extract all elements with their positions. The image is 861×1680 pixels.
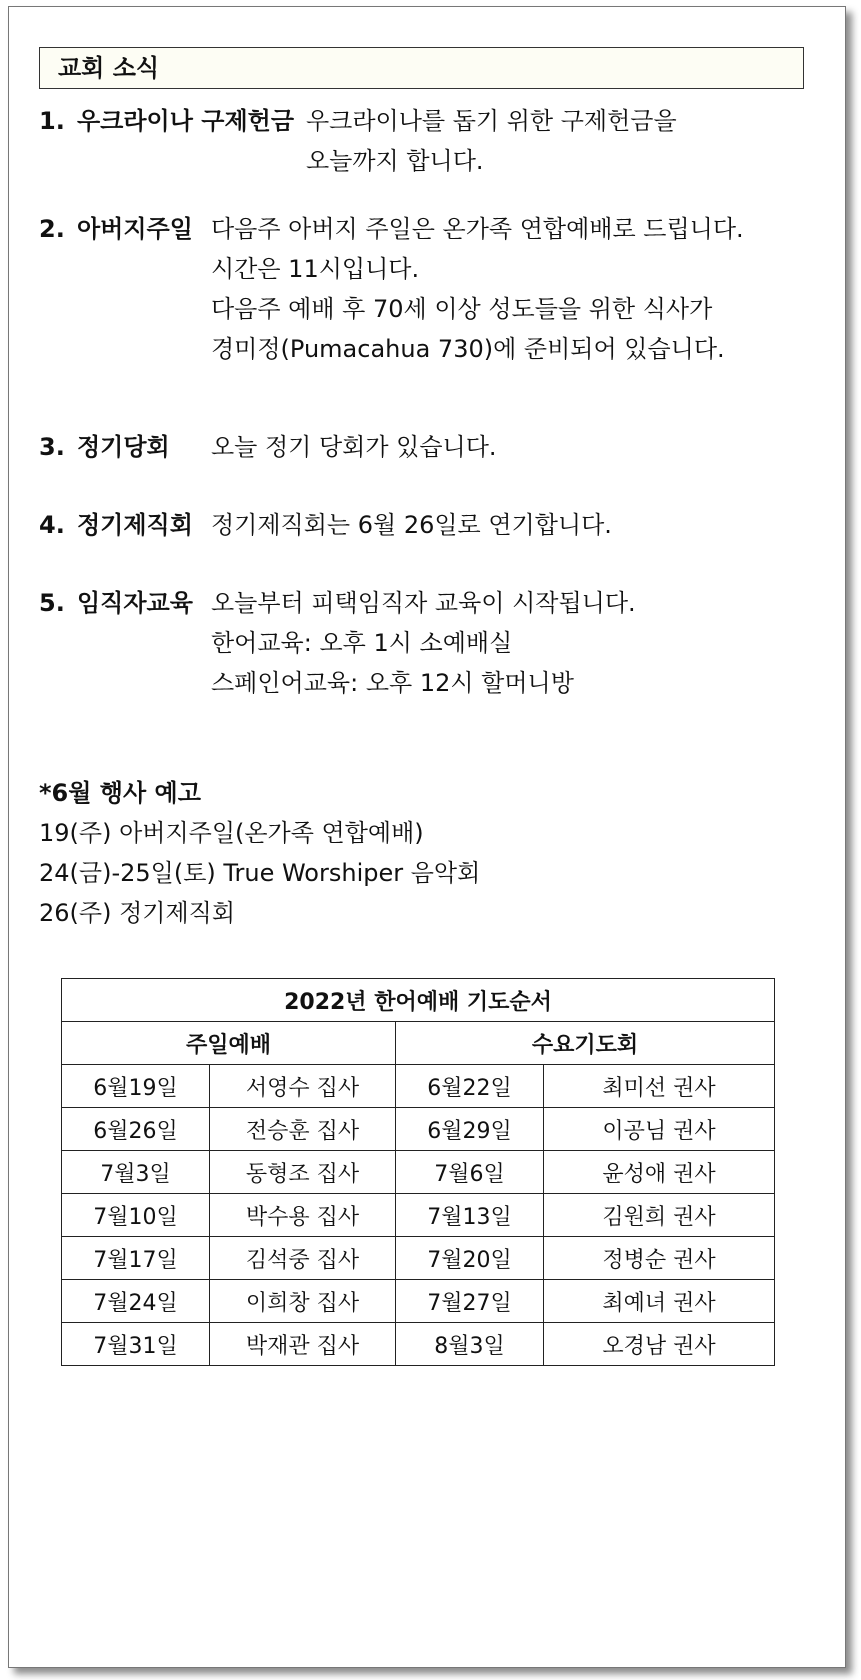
- bulletin-page: [8, 6, 846, 1668]
- prayer-schedule-table: [61, 978, 775, 1366]
- item-body: [211, 583, 636, 703]
- item-line: 경미정(Pumacahua 730)에 준비되어 있습니다.: [211, 335, 725, 363]
- item-line: 다음주 아버지 주일은 온가족 연합예배로 드립니다.: [211, 215, 744, 243]
- sunday-leader: 김석중 집사: [210, 1237, 396, 1280]
- table-row: [62, 1108, 775, 1151]
- sunday-date: 6월26일: [62, 1108, 210, 1151]
- item-number: 2.: [39, 215, 65, 243]
- table-row: [62, 1280, 775, 1323]
- sunday-date: 6월19일: [62, 1065, 210, 1108]
- item-line: 오늘 정기 당회가 있습니다.: [211, 433, 497, 461]
- item-line: 오늘까지 합니다.: [306, 147, 484, 175]
- table-row: [62, 1237, 775, 1280]
- wednesday-leader: 김원희 권사: [544, 1194, 775, 1237]
- item-label: 정기당회: [77, 433, 170, 461]
- column-header-wednesday: 수요기도회: [396, 1022, 775, 1065]
- wednesday-date: 8월3일: [396, 1323, 544, 1366]
- sunday-date: 7월24일: [62, 1280, 210, 1323]
- item-line: 오늘부터 피택임직자 교육이 시작됩니다.: [211, 589, 636, 617]
- wednesday-leader: 최미선 권사: [544, 1065, 775, 1108]
- item-line: 한어교육: 오후 1시 소예배실: [211, 629, 513, 657]
- event-line: 19(주) 아버지주일(온가족 연합예배): [39, 819, 424, 847]
- item-number: 5.: [39, 589, 65, 617]
- item-line: 정기제직회는 6월 26일로 연기합니다.: [211, 511, 612, 539]
- item-line: 우크라이나를 돕기 위한 구제헌금을: [306, 107, 677, 135]
- sunday-leader: 박재관 집사: [210, 1323, 396, 1366]
- sunday-date: 7월10일: [62, 1194, 210, 1237]
- wednesday-leader: 이공님 권사: [544, 1108, 775, 1151]
- item-label: 정기제직회: [77, 511, 193, 539]
- sunday-date: 7월17일: [62, 1237, 210, 1280]
- sunday-leader: 이희창 집사: [210, 1280, 396, 1323]
- event-line: 24(금)-25일(토) True Worshiper 음악회: [39, 859, 481, 887]
- table-title: 2022년 한어예배 기도순서: [62, 979, 775, 1022]
- wednesday-date: 6월29일: [396, 1108, 544, 1151]
- sunday-leader: 박수용 집사: [210, 1194, 396, 1237]
- column-header-sunday: 주일예배: [62, 1022, 396, 1065]
- section-header: 교회 소식: [39, 47, 804, 89]
- table-row: [62, 1194, 775, 1237]
- table-header-row: [62, 1022, 775, 1065]
- table-row: [62, 1151, 775, 1194]
- june-events: [39, 773, 480, 933]
- item-body: [306, 101, 677, 181]
- wednesday-date: 6월22일: [396, 1065, 544, 1108]
- sunday-date: 7월3일: [62, 1151, 210, 1194]
- table-row: [62, 1065, 775, 1108]
- sunday-date: 7월31일: [62, 1323, 210, 1366]
- item-number: 1.: [39, 107, 65, 135]
- item-body: [211, 505, 612, 545]
- wednesday-leader: 윤성애 권사: [544, 1151, 775, 1194]
- sunday-leader: 동형조 집사: [210, 1151, 396, 1194]
- item-label: 임직자교육: [77, 589, 193, 617]
- wednesday-leader: 정병순 권사: [544, 1237, 775, 1280]
- wednesday-leader: 최예녀 권사: [544, 1280, 775, 1323]
- item-label: 우크라이나 구제헌금: [77, 107, 295, 135]
- event-line: 26(주) 정기제직회: [39, 899, 235, 927]
- wednesday-leader: 오경남 권사: [544, 1323, 775, 1366]
- table-row: [62, 1323, 775, 1366]
- item-label: 아버지주일: [77, 215, 193, 243]
- wednesday-date: 7월20일: [396, 1237, 544, 1280]
- table-title-row: [62, 979, 775, 1022]
- sunday-leader: 서영수 집사: [210, 1065, 396, 1108]
- wednesday-date: 7월13일: [396, 1194, 544, 1237]
- item-number: 3.: [39, 433, 65, 461]
- item-line: 스페인어교육: 오후 12시 할머니방: [211, 669, 574, 697]
- item-body: [211, 427, 497, 467]
- item-number: 4.: [39, 511, 65, 539]
- item-body: [211, 209, 744, 369]
- item-line: 시간은 11시입니다.: [211, 255, 420, 283]
- sunday-leader: 전승훈 집사: [210, 1108, 396, 1151]
- wednesday-date: 7월6일: [396, 1151, 544, 1194]
- wednesday-date: 7월27일: [396, 1280, 544, 1323]
- events-title: *6월 행사 예고: [39, 779, 201, 807]
- item-line: 다음주 예배 후 70세 이상 성도들을 위한 식사가: [211, 295, 713, 323]
